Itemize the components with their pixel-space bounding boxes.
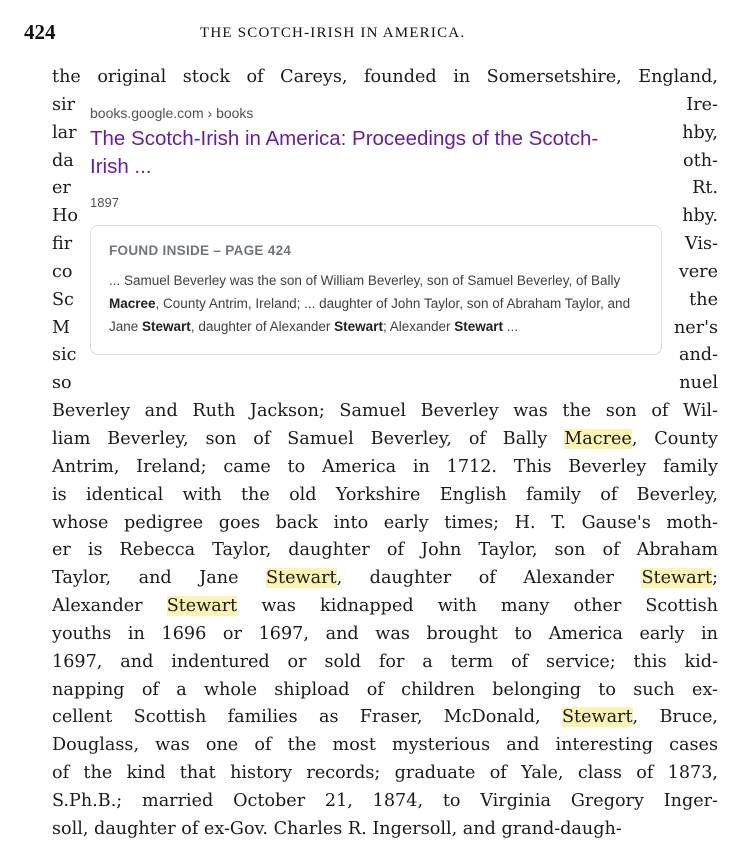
highlighted-term: Stewart (641, 568, 713, 589)
result-year: 1897 (90, 195, 119, 210)
book-text-run: nuel (679, 373, 718, 394)
book-text-run: S.Ph.B.; married October 21, 1874, to Virginia Gregory Inger- (52, 790, 718, 811)
book-text-run: , Bruce, (632, 707, 718, 728)
book-line (52, 537, 718, 565)
book-line (52, 621, 718, 649)
book-text-run: hby. (682, 206, 718, 227)
book-text-run: ner's (673, 317, 718, 338)
book-text-run: the original stock of Careys, founded in Somersetshire, England, (52, 67, 718, 87)
book-text-run: the (689, 289, 718, 310)
book-line (52, 510, 718, 538)
highlighted-term: Stewart (561, 707, 633, 728)
highlighted-term: Stewart (166, 596, 238, 617)
excerpt-run: ; Alexander (382, 319, 455, 334)
book-text-run: Antrim, Ireland; came to America in 1712. This Beverley family (52, 456, 718, 477)
book-text-run: 1697, and indentured or sold for a term of service; this kid- (52, 651, 718, 672)
book-text-run: Rt. (692, 178, 718, 199)
book-text-run: napping of a whole shipload of children belonging to such ex- (52, 679, 718, 700)
book-line (52, 788, 718, 816)
book-text-run: er is Rebecca Taylor, daughter of John Taylor, son of Abraham (52, 540, 718, 561)
excerpt-run: ... Samuel Beverley was the son of William Beverley, son of Samuel Beverley, of Bally (109, 273, 621, 288)
book-text-run: co (52, 261, 73, 282)
matched-term: Stewart (142, 319, 191, 334)
book-text-run: is identical with the old Yorkshire English family of Beverley, (52, 484, 718, 505)
book-text-run: was kidnapped with many other Scottish (237, 596, 718, 617)
book-line (52, 64, 718, 92)
found-inside-excerpt (109, 269, 645, 338)
result-breadcrumb[interactable]: books.google.com › books (90, 105, 254, 121)
excerpt-run: , daughter of Alexander (190, 319, 335, 334)
book-text-run: , County (631, 428, 718, 449)
book-text-run: whose pedigree goes back into early times; H. T. Gause's moth- (52, 512, 718, 533)
book-line (52, 482, 718, 510)
book-line (52, 565, 718, 593)
book-text-run: hby, (682, 122, 718, 143)
book-text-run: Ho (52, 206, 78, 227)
matched-term: Stewart (454, 319, 504, 334)
highlighted-term: Stewart (266, 568, 337, 589)
book-text-run: Vis- (685, 234, 718, 255)
highlighted-term: Macree (564, 428, 632, 449)
book-line (52, 816, 718, 844)
search-result-snippet[interactable] (90, 97, 662, 355)
book-text-run: sic (52, 345, 77, 366)
book-line (52, 398, 718, 426)
book-text-run: cellent Scottish families as Fraser, McDonald, (52, 707, 562, 728)
excerpt-run: , County Antrim, Ireland; ... daughter of John Taylor, son of Abraham Taylor, and Jane (109, 296, 631, 334)
page-number: 424 (24, 20, 56, 44)
book-text-run: M (52, 317, 71, 338)
book-text-run: soll, daughter of ex-Gov. Charles R. Ingersoll, and grand-daugh- (52, 818, 622, 839)
book-text-run: sir (52, 94, 76, 115)
matched-term: Macree (109, 296, 156, 311)
excerpt-run: ... (503, 319, 519, 334)
book-line (52, 454, 718, 482)
book-text-run: so (52, 373, 72, 394)
book-line (52, 732, 718, 760)
book-text-run: ; (712, 568, 718, 589)
book-line (52, 760, 718, 788)
book-text-run: Ire- (686, 94, 718, 115)
result-title-link[interactable]: The Scotch-Irish in America: Proceedings of the Scotch-Irish ... (90, 127, 599, 178)
book-text-run: da (52, 150, 74, 171)
book-text-run: Douglass, was one of the most mysterious and interesting cases (52, 735, 718, 756)
book-text-run: youths in 1696 or 1697, and was brought to America early in (52, 623, 718, 644)
book-text-run: liam Beverley, son of Samuel Beverley, of Bally (52, 428, 565, 449)
book-text-run: vere (678, 261, 718, 282)
running-head: THE SCOTCH-IRISH IN AMERICA. (200, 25, 466, 41)
book-text-run: Sc (52, 289, 74, 310)
book-line (52, 649, 718, 677)
book-text-run: Beverley and Ruth Jackson; Samuel Beverley was the son of Wil- (52, 401, 718, 422)
book-line (52, 704, 718, 732)
book-line (52, 593, 718, 621)
book-text-run: and- (678, 345, 718, 366)
book-text-run: oth- (683, 150, 718, 171)
book-text-run: , daughter of Alexander (336, 568, 642, 589)
book-text-run: fir (52, 234, 73, 255)
found-inside-card[interactable] (90, 225, 662, 355)
book-line (52, 677, 718, 705)
book-line (52, 426, 718, 454)
book-text-run: er (52, 178, 71, 199)
book-text-run: lar (52, 122, 77, 143)
matched-term: Stewart (334, 319, 383, 334)
book-text-run: of the kind that history records; graduate of Yale, class of 1873, (52, 763, 718, 784)
found-inside-heading: FOUND INSIDE – PAGE 424 (109, 243, 292, 258)
book-text-run: Alexander (52, 596, 167, 617)
book-text-run: Taylor, and Jane (52, 568, 266, 589)
